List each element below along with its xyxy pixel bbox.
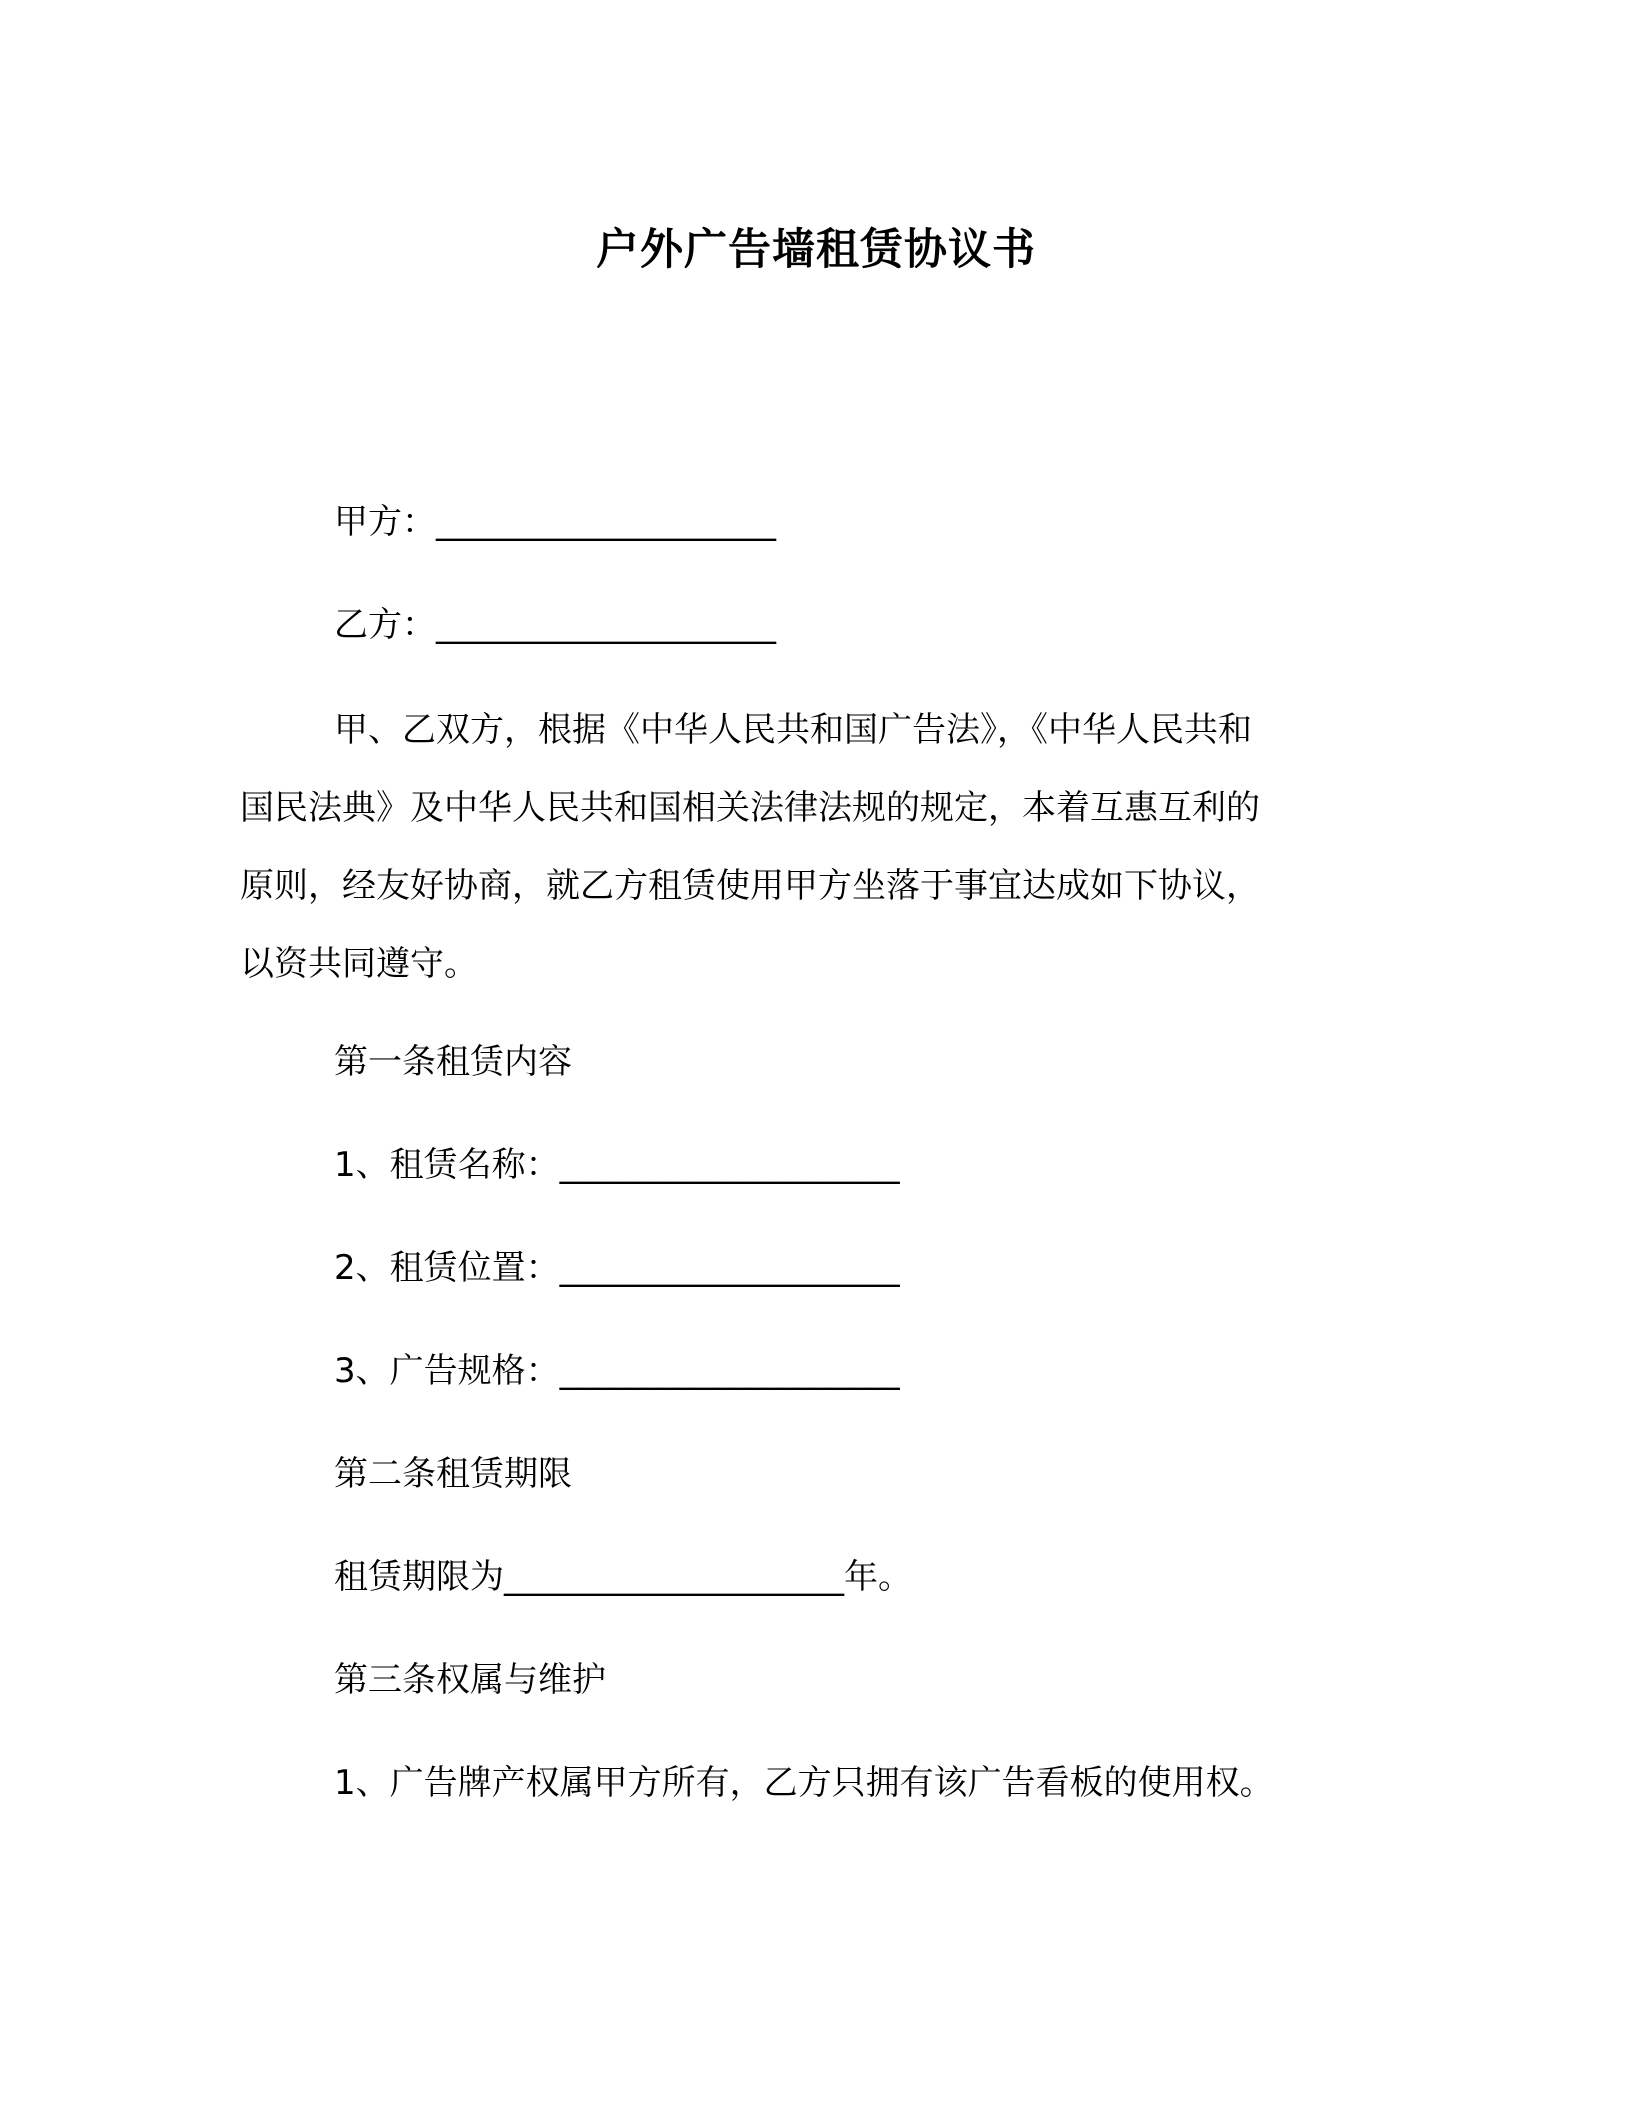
party-a-line: 甲方：____________________ bbox=[334, 502, 776, 542]
article-1-item-1: 1、租赁名称：____________________ bbox=[334, 1145, 900, 1185]
article-3-item-1: 1、广告牌产权属甲方所有，乙方只拥有该广告看板的使用权。 bbox=[334, 1763, 1274, 1803]
party-b-line: 乙方：____________________ bbox=[334, 605, 776, 645]
article-1-heading: 第一条租赁内容 bbox=[334, 1042, 572, 1082]
document-title: 户外广告墙租赁协议书 bbox=[596, 225, 1036, 275]
intro-line-1: 甲、乙双方，根据《中华人民共和国广告法》，《中华人民共和 bbox=[334, 710, 1252, 750]
article-2-heading: 第二条租赁期限 bbox=[334, 1454, 572, 1494]
intro-line-4: 以资共同遵守。 bbox=[240, 944, 478, 984]
article-2-text: 租赁期限为____________________年。 bbox=[334, 1557, 912, 1597]
article-3-heading: 第三条权属与维护 bbox=[334, 1660, 606, 1700]
article-1-item-3: 3、广告规格：____________________ bbox=[334, 1351, 900, 1391]
article-1-item-2: 2、租赁位置：____________________ bbox=[334, 1248, 900, 1288]
intro-line-3: 原则，经友好协商，就乙方租赁使用甲方坐落于事宜达成如下协议， bbox=[240, 866, 1260, 906]
intro-line-2: 国民法典》及中华人民共和国相关法律法规的规定，本着互惠互利的 bbox=[240, 788, 1260, 828]
intro-paragraph bbox=[240, 691, 1390, 1003]
